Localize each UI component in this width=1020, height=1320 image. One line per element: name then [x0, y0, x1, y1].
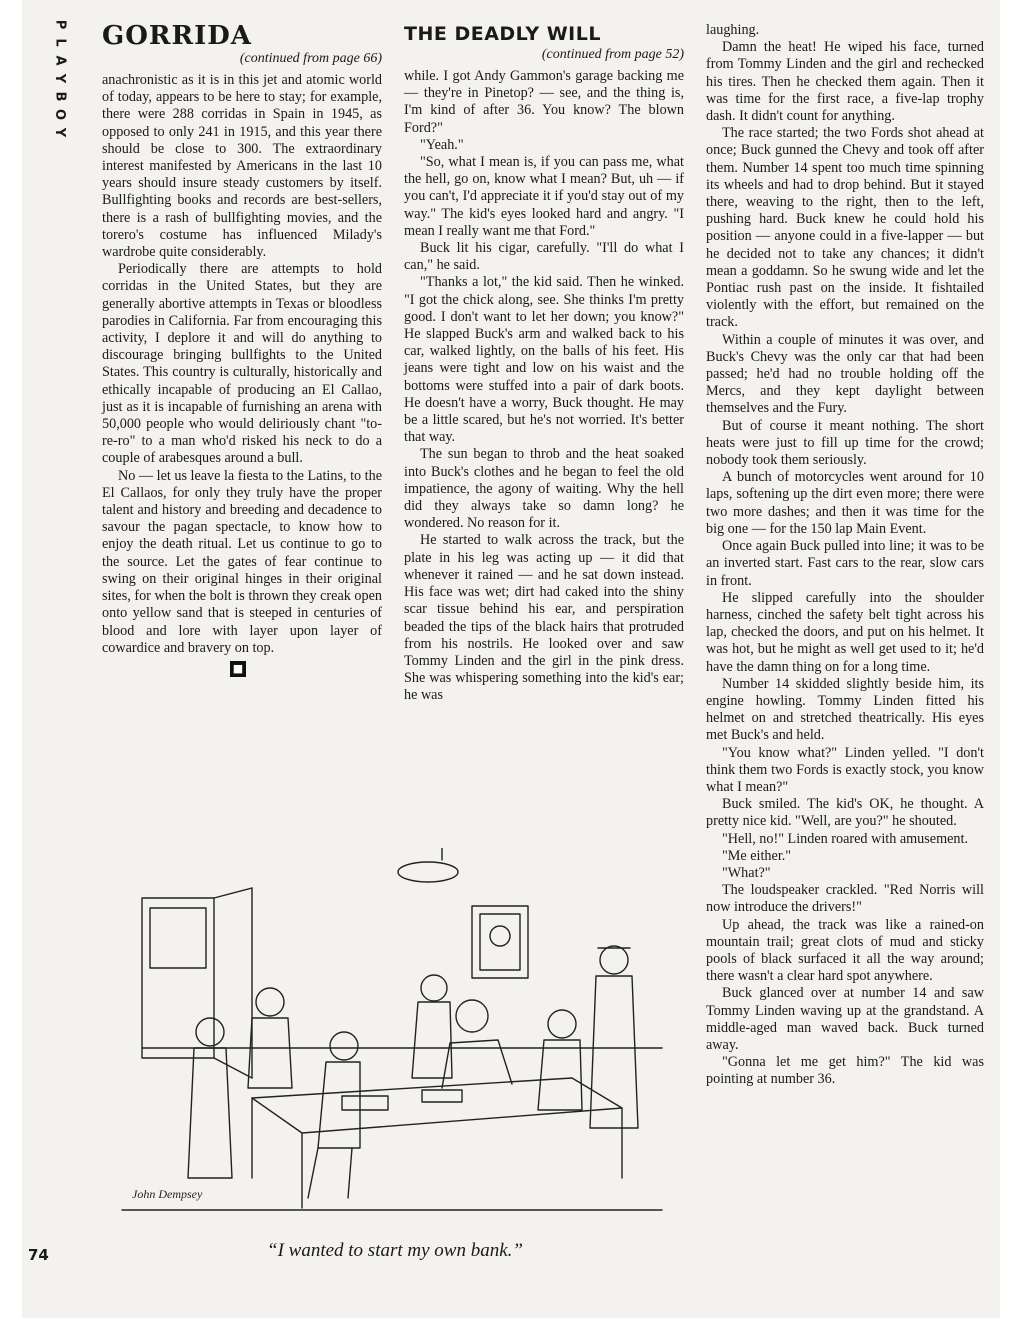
story-paragraph: Within a couple of minutes it was over, and Buck's Chevy was the only car that had been passed; he'd had no trouble holding off the Mercs, and they kept daylight between themselves and the Fury. — [706, 331, 984, 417]
corrida-continued-note: (continued from page 66) — [239, 51, 382, 66]
bank-office-cartoon — [102, 848, 684, 1228]
story-paragraph: The race started; the two Fords shot ahead at once; Buck gunned the Chevy and took off after them. Number 14 spent too much time spinning its wheels and had to drop behind. But it stayed there, weaving to the right, then to the left, pushing hard. Buck knew he could hold his position — anyone could in a five-lapper — but he decided not to take any chances; it didn't mean a goddamn. So he swung wide and let the Pontiac rush past on the inside. It fishtailed violently with the effort, but remained on the track. — [706, 125, 984, 331]
story-paragraph: "Yeah." — [420, 136, 464, 153]
story-paragraph: He slipped carefully into the shoulder harness, cinched the safety belt tight across his lap, checked the doors, and put on his helmet. It was hot, but he might as well get used to it; he'd have the damn thing on for a long time. — [706, 589, 984, 675]
deadly-will-title: THE DEADLY WILL — [404, 23, 601, 45]
deadly-will-continued-note: (continued from page 52) — [541, 47, 684, 62]
corrida-title: GORRIDA — [102, 21, 252, 51]
corrida-body — [102, 72, 382, 657]
page-number: 74 — [28, 1246, 49, 1264]
magazine-vertical-label — [50, 18, 70, 139]
cartoonist-signature: John Dempsey — [132, 1187, 203, 1201]
story-paragraph: Number 14 skidded slightly beside him, its engine howling. Tommy Linden fitted his helmet on and stretched theatrically. His eyes met Buck's and held. — [706, 675, 984, 744]
cartoon-drawing — [102, 848, 684, 1228]
magazine-label-letter: L — [52, 38, 68, 47]
story-paragraph: "Me either." — [722, 847, 792, 864]
magazine-label-letter: B — [52, 91, 68, 102]
story-paragraph: laughing. — [706, 22, 760, 38]
story-paragraph: The loudspeaker crackled. "Red Norris will now introduce the drivers!" — [706, 882, 984, 916]
story-paragraph: "What?" — [722, 864, 771, 881]
magazine-label-letter: A — [52, 55, 68, 66]
deadly-will-body-continued — [706, 22, 984, 1089]
story-paragraph: "Thanks a lot," the kid said. Then he winked. "I got the chick along, see. She thinks I'm pretty good. I don't want to let her down; you know?" He slapped Buck's arm and walked back to his car, walked lightly, on the balls of his feet. His jeans were tight and low on his waist and the bottoms were stuffed into a pair of dark boots. He doesn't have a worry, Buck thought. He may be a little scared, but he's not worried. It's better that way. — [404, 274, 684, 446]
rabbit-end-mark-icon: ■ — [230, 661, 246, 677]
story-paragraph: "Gonna let me get him?" The kid was pointing at number 36. — [706, 1054, 984, 1088]
story-paragraph: "Hell, no!" Linden roared with amusement. — [722, 830, 969, 847]
story-paragraph: Once again Buck pulled into line; it was to be an inverted start. Fast cars to the rear, slow cars in front. — [706, 538, 984, 589]
story-paragraph: Buck smiled. The kid's OK, he thought. A pretty nice kid. "Well, are you?" he shouted. — [706, 796, 984, 830]
story-paragraph: Up ahead, the track was like a rained-on mountain trail; great clots of mud and sticky pools of black surfaced it all the way around; there wasn't a clear hard spot anywhere. — [706, 916, 984, 985]
story-paragraph: The sun began to throb and the heat soaked into Buck's clothes and he began to feel the old impatience, the agony of waiting. Why the hell did they always take so damn long? he wondered. No reason for it. — [404, 446, 684, 532]
corrida-paragraph: No — let us leave la fiesta to the Latins, to the El Callaos, for only they truly have the proper talent and history and breeding and decadence to savour the pagan spectacle, to know how to enjoy the death ritual. Let us continue to go to the source. Let the gates of fear continue to swing on their original hinges in their original sites, for when the bolt is thrown they creak open onto yellow sand that is steeped in centuries of blood and lore with layer upon layer of cowardice and bravery on top. — [102, 467, 382, 656]
story-paragraph: A bunch of motorcycles went around for 10 laps, softening up the dirt even more; there were two more dashes; and then it was time for the big one — for the 150 lap Main Event. — [706, 469, 984, 537]
magazine-label-letter: Y — [52, 127, 68, 138]
story-paragraph: But of course it meant nothing. The short heats were just to fill up time for the crowd; nobody took them seriously. — [706, 417, 984, 469]
story-paragraph: "You know what?" Linden yelled. "I don't think them two Fords is exactly stock, you know what I mean?" — [706, 744, 984, 795]
magazine-label-letter: O — [52, 108, 68, 121]
story-paragraph: Damn the heat! He wiped his face, turned from Tommy Linden and the girl and rechecked his tires. Then he checked them again. Then it was time for the first race, a five-lap trophy dash. It didn't count for anything. — [706, 39, 984, 125]
story-paragraph: Buck lit his cigar, carefully. "I'll do what I can," he said. — [404, 240, 684, 274]
story-paragraph: He started to walk across the track, but the plate in his leg was acting up — it did that whenever it rained — and he sat down instead. His face was wet; dirt had caked into the shiny scar tissue behind his ear, and perspiration beaded the tips of the black hairs that protruded from his nostrils. He looked over and saw Tommy Linden and the girl in the pink dress. She was whispering something into the kid's ear; he was — [404, 532, 684, 704]
deadly-will-column-continued — [706, 22, 984, 1089]
story-paragraph: "So, what I mean is, if you can pass me, what the hell, go on, know what I mean? But, uh — if you can't, I'd appreciate it if you'd stay out of my way." The kid's eyes looked hard and angry. "I mean I really want me that Ford." — [404, 154, 684, 239]
story-paragraph: while. I got Andy Gammon's garage backing me — they're in Pinetop? — see, and the thing is, I'm kind of after 36. You know? The blown Ford?" — [404, 68, 684, 136]
magazine-label-letter: P — [52, 19, 68, 30]
corrida-column — [102, 22, 382, 677]
cartoon-caption: “I wanted to start my own bank.” — [267, 1240, 523, 1261]
story-paragraph: Buck glanced over at number 14 and saw Tommy Linden waving up at the grandstand. A middle-aged man waved back. Buck turned away. — [706, 985, 984, 1053]
corrida-paragraph: anachronistic as it is in this jet and atomic world of today, appears to be here to stay; for example, there were 288 corridas in Spain in 1945, as opposed to only 241 in 1915, and this year there should be close to 300. The extraordinary interest manifested by Americans in the last 10 years should insure steady customers by itself. Bullfighting books and records are best-sellers, there is a rash of bullfighting movies, and the torero's costume has influenced Milady's wardrobe quite considerably. — [102, 72, 382, 261]
magazine-label-letter: Y — [52, 73, 68, 84]
deadly-will-body — [404, 68, 684, 705]
deadly-will-column — [404, 22, 684, 705]
corrida-paragraph: Periodically there are attempts to hold corridas in the United States, but they are generally abortive attempts in Texas or bloodless parodies in California. Far from encouraging this activity, I deplore it and will do anything to discourage bringing bullfights to the United States. This country is culturally, historically and ethically incapable of producing an El Callao, just as it is incapable of furnishing an arena with 50,000 people who would deliriously chant "to-re-ro" to a man who'd risked his neck to do a couple of arabesques around a bull. — [102, 261, 382, 467]
